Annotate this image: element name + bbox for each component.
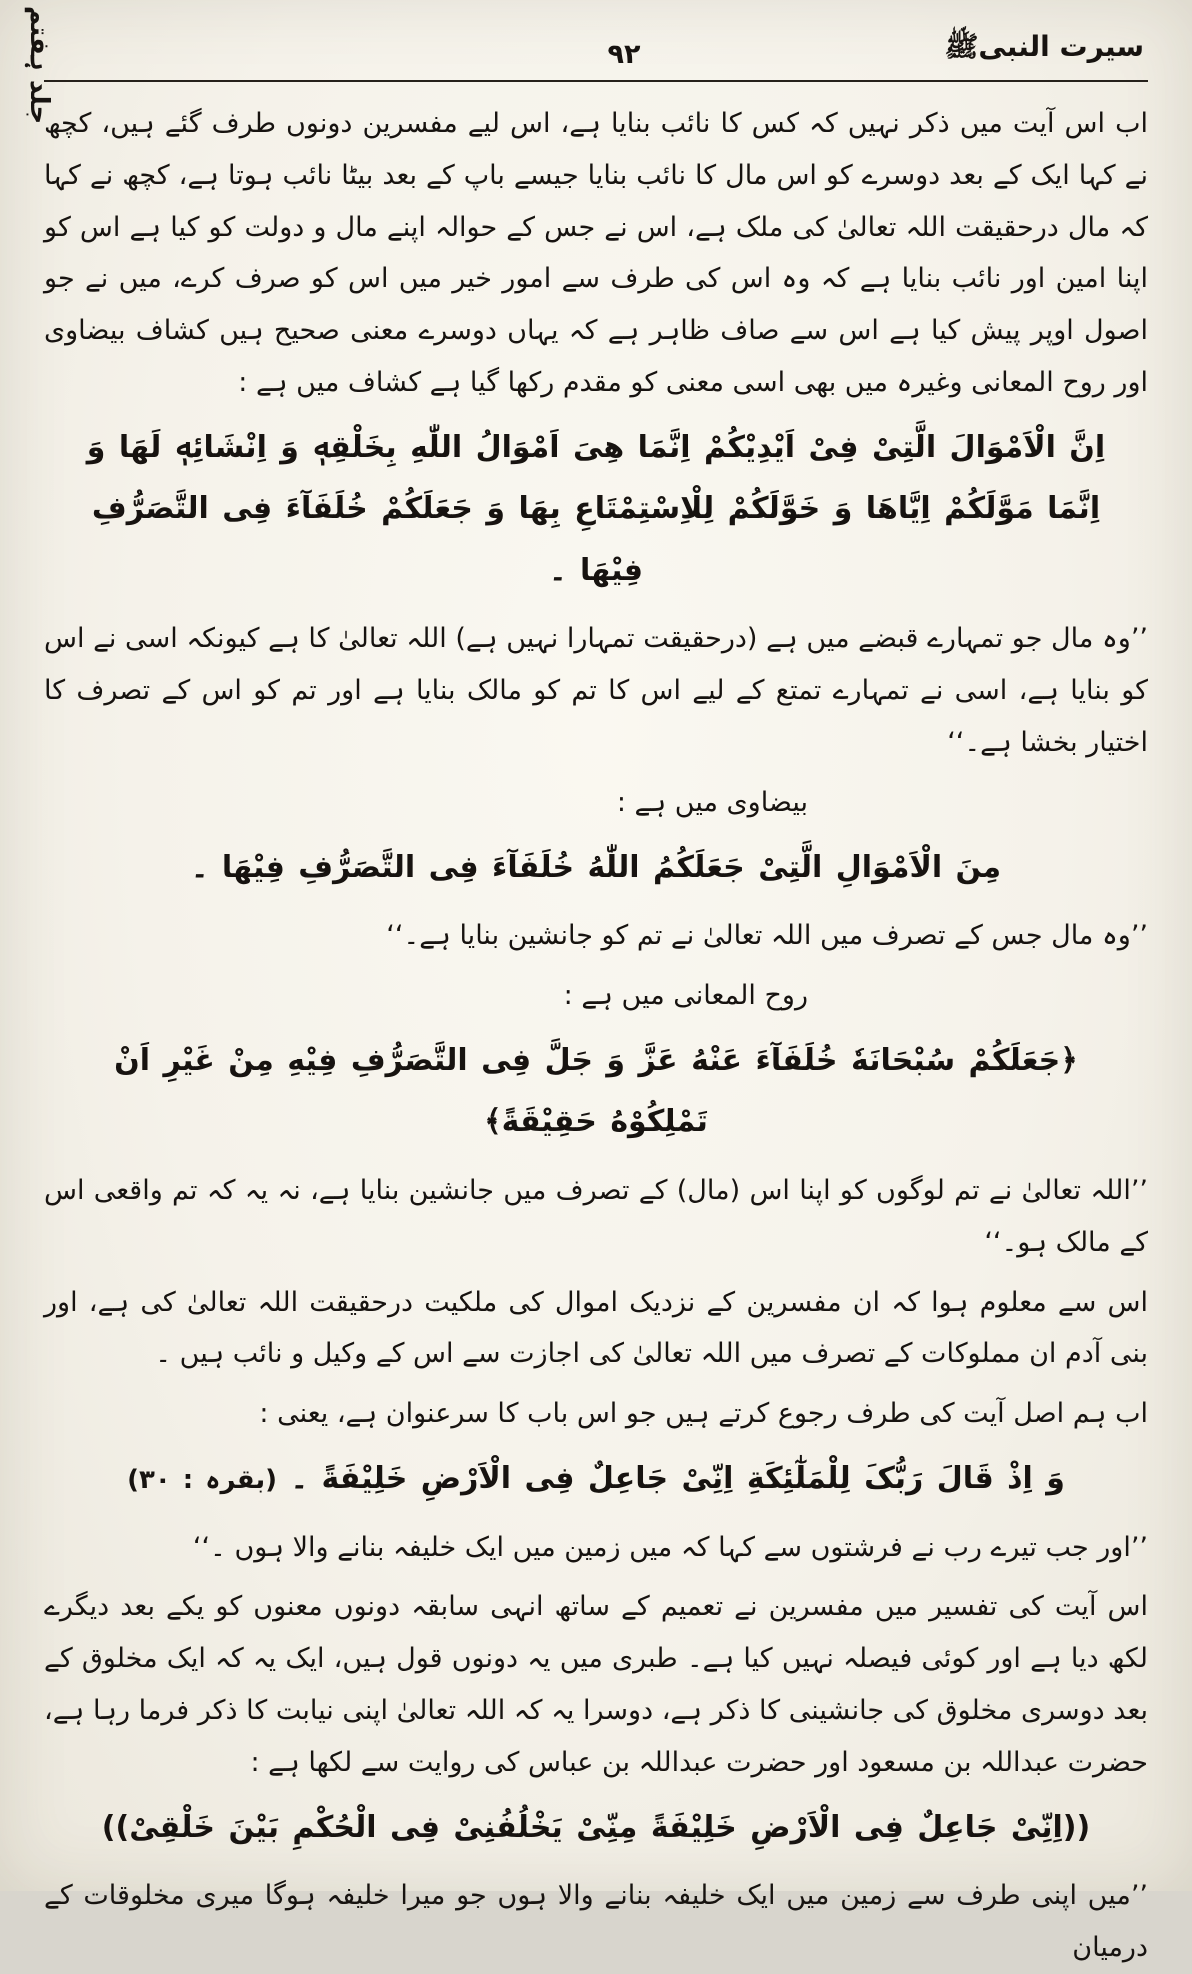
ruhulmaani-quote: ﴿جَعَلَکُمْ سُبْحَانَهٗ خُلَفَآءَ عَنْهُ عَزَّ وَ جَلَّ فِی التَّصَرُّفِ فِیْهِ مِنْ غَیْرِ اَنْ تَمْلِکُوْهُ حَقِیْقَةً﴾ (114, 1042, 1078, 1140)
hadith-translation: ’’میں اپنی طرف سے زمین میں ایک خلیفہ بنانے والا ہوں جو میرا خلیفہ ہوگا میری مخلوقات کے درمیان (44, 1880, 1148, 1964)
baizawi-quote: مِنَ الْاَمْوَالِ الَّتِیْ جَعَلَکُمُ اللّٰهُ خُلَفَآءَ فِی التَّصَرُّفِ فِیْهَا ۔ (190, 849, 1002, 885)
ayat-translation: ’’اور جب تیرے رب نے فرشتوں سے کہا کہ میں زمین میں ایک خلیفہ بنانے والا ہوں ۔‘‘ (192, 1531, 1148, 1563)
ruhulmaani-translation: ’’اللہ تعالیٰ نے تم لوگوں کو اپنا اس (مال) کے تصرف میں جانشین بنایا ہے، نہ یہ کہ تم واقعی اس کے مالک ہو۔‘‘ (44, 1174, 1148, 1258)
page-header (44, 26, 1148, 82)
page-number: ٩٢ (607, 39, 641, 70)
transition-paragraph: اب ہم اصل آیت کی طرف رجوع کرتے ہیں جو اس باب کا سرعنوان ہے، یعنی : (259, 1398, 1148, 1430)
ayat-text: وَ اِذْ قَالَ رَبُّکَ لِلْمَلٰٓئِکَةِ اِنِّیْ جَاعِلٌ فِی الْاَرْضِ خَلِیْفَةً ۔ (290, 1461, 1065, 1497)
ruhulmaani-label: روح المعانی میں ہے : (563, 980, 808, 1012)
tafsir-paragraph: اس آیت کی تفسیر میں مفسرین نے تعمیم کے ساتھ انہی سابقہ دونوں معنوں کو یکے بعد دیگرے لکھ دیا ہے اور کوئی فیصلہ نہیں کیا ہے۔ طبری میں یہ دونوں قول ہیں، ایک یہ کہ ایک مخلوق کے بعد دوسری مخلوق کی جانشینی کا ذکر ہے، دوسرا یہ کہ اللہ تعالیٰ اپنی نیابت کا ذکر فرما رہا ہے، حضرت عبداللہ بن مسعود اور حضرت عبداللہ بن عباس کی روایت سے لکھا ہے : (44, 1591, 1148, 1778)
kashshaf-quote: اِنَّ الْاَمْوَالَ الَّتِیْ فِیْ اَیْدِیْکُمْ اِنَّمَا هِیَ اَمْوَالُ اللّٰهِ بِخَلْقِهٖ وَ اِنْشَائِهٖ لَهَا وَ اِنَّمَا مَوَّلَکُمْ اِیَّاهَا وَ خَوَّلَکُمْ لِلْاِسْتِمْتَاعِ بِهَا وَ جَعَلَکُمْ خُلَفَآءَ فِی التَّصَرُّفِ فِیْهَا ۔ (86, 429, 1106, 588)
quran-ayat (70, 1448, 1122, 1510)
hadith-quote: ((اِنِّیْ جَاعِلٌ فِی الْاَرْضِ خَلِیْفَةً مِنِّیْ یَخْلُفُنِیْ فِی الْحُکْمِ بَیْنَ خَلْقِیْ)) (101, 1809, 1091, 1845)
page-body (44, 82, 1148, 1974)
kashshaf-translation: ’’وہ مال جو تمہارے قبضے میں ہے (درحقیقت تمہارا نہیں ہے) اللہ تعالیٰ کا ہے کیونکہ اسی نے اس کو بنایا ہے، اسی نے تمہارے تمتع کے لیے اس کا تم کو مالک بنایا ہے اور تم کو اس کے تصرف کا اختیار بخشا ہے۔‘‘ (44, 623, 1148, 759)
baizawi-label: بیضاوی میں ہے : (616, 786, 808, 818)
intro-paragraph: اب اس آیت میں ذکر نہیں کہ کس کا نائب بنایا ہے، اس لیے مفسرین دونوں طرف گئے ہیں، کچھ نے کہا ایک کے بعد دوسرے کو اس مال کا نائب بنایا جیسے باپ کے بعد بیٹا نائب ہوتا ہے، کچھ نے کہا کہ مال درحقیقت اللہ تعالیٰ کی ملک ہے، اس نے جس کے حوالہ اپنے مال و دولت کو کیا ہے اس کو اپنا امین اور نائب بنایا ہے کہ وہ اس کی طرف سے امور خیر میں اس کو صرف کرے، میں نے جو اصول اوپر پیش کیا ہے اس سے صاف ظاہر ہے کہ یہاں دوسرے معنی صحیح ہیں کشاف بیضاوی اور روح المعانی وغیرہ میں بھی اسی معنی کو مقدم رکھا گیا ہے کشاف میں ہے : (44, 108, 1148, 399)
baizawi-translation: ’’وہ مال جس کے تصرف میں اللہ تعالیٰ نے تم کو جانشین بنایا ہے۔‘‘ (386, 920, 1148, 952)
volume-label: جلد ہفتم (24, 5, 55, 125)
conclusion-paragraph: اس سے معلوم ہوا کہ ان مفسرین کے نزدیک اموال کی ملکیت درحقیقت اللہ تعالیٰ کی ہے، اور بنی آدم ان مملوکات کے تصرف میں اللہ تعالیٰ کی اجازت سے اس کے وکیل و نائب ہیں ۔ (44, 1286, 1148, 1370)
book-title: سیرت النبیﷺ (944, 30, 1144, 63)
ayat-reference: (بقرہ : ۳۰) (127, 1465, 277, 1496)
